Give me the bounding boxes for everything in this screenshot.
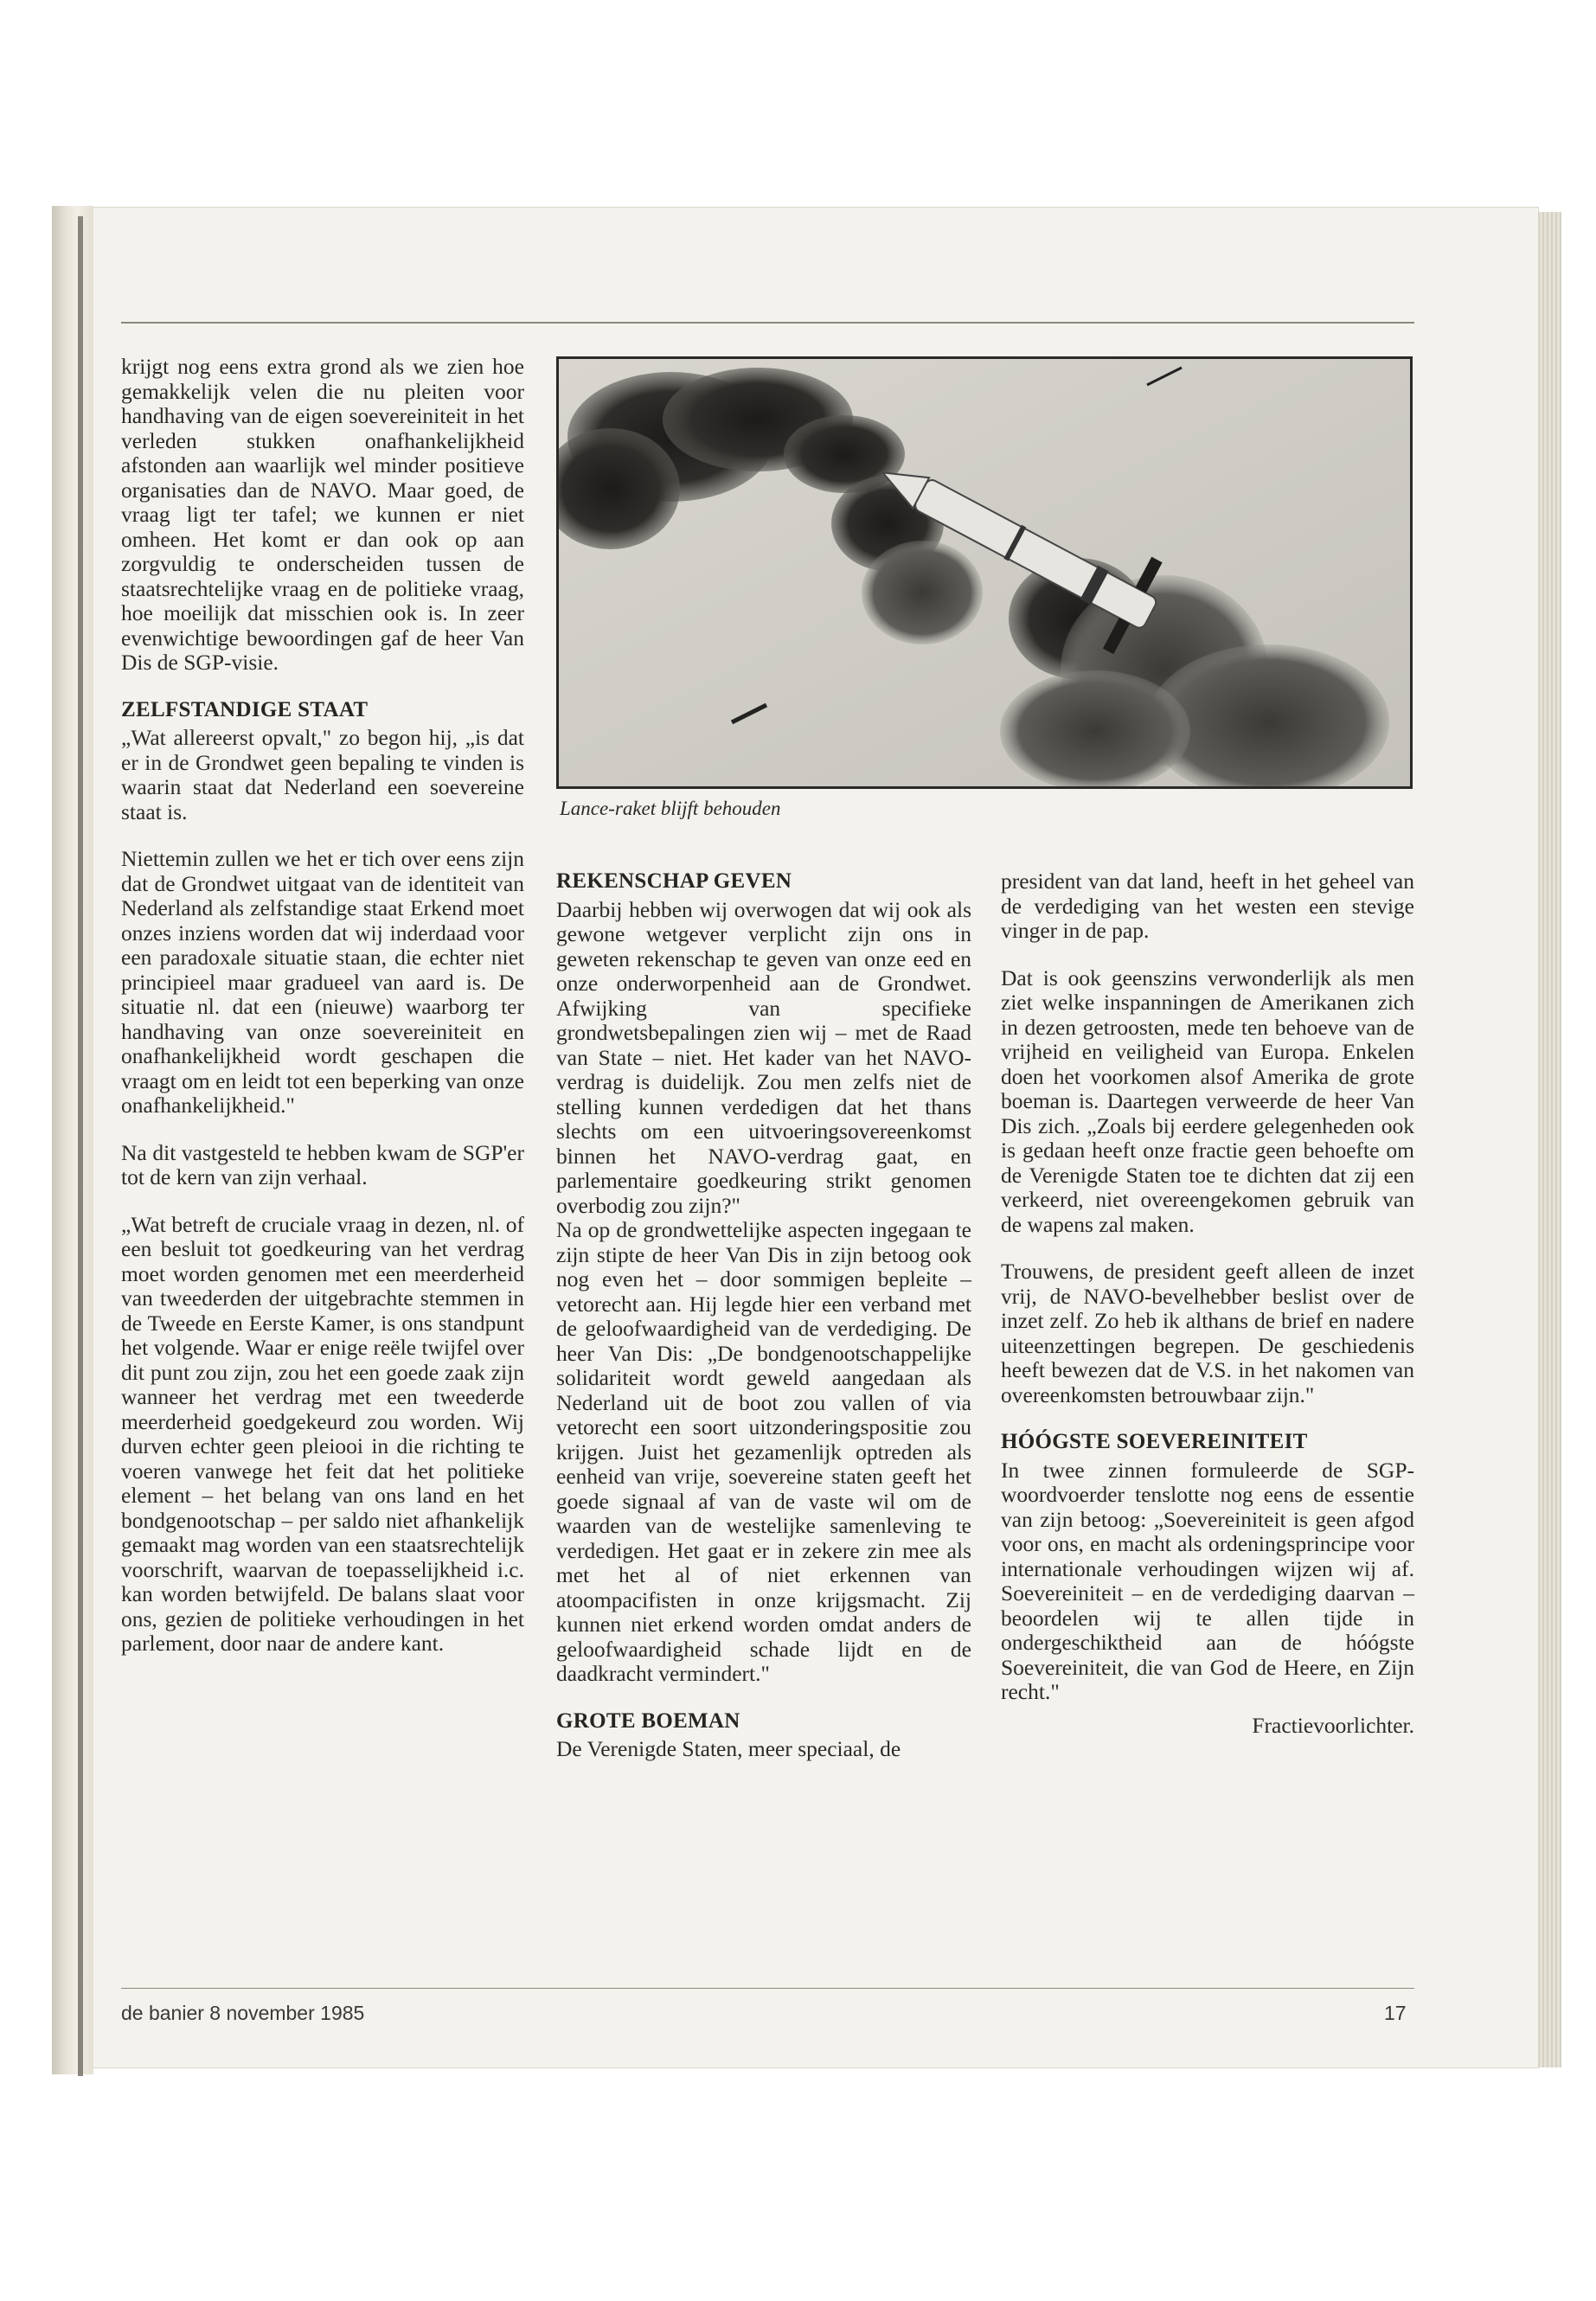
rocket-launch-image bbox=[559, 359, 1410, 786]
section-heading: HÓÓGSTE SOEVEREINITEIT bbox=[1001, 1430, 1308, 1453]
paragraph: president van dat land, heeft in het geheel van de verdediging van het westen een stevige vinger in de pap. bbox=[1001, 868, 1414, 943]
paragraph: Trouwens, de president geeft alleen de inzet vrij, de NAVO-bevelhebber beslist over de inzet zelf. Zo heb ik althans de brief en nadere uiteenzettingen begrepen. De geschiedenis heeft bewezen dat de V.S. in het nakomen van overeenkomsten betrouwbaar zijn." bbox=[1001, 1259, 1414, 1407]
photo-caption: Lance-raket blijft behouden bbox=[560, 798, 781, 819]
paragraph: „Wat betreft de cruciale vraag in dezen, nl. of een besluit tot goedkeuring van het verdrag moet worden genomen met een meerderheid van tweederden der uitgebrachte stemmen in de Tweede en Eerste Kamer, is ons standpunt het volgende. Waar er enige reële twijfel over dit punt zou zijn, zou het een goede zaak zijn wanneer het verdrag met een tweederde meerderheid goedgekeurd zou worden. Wij durven echter geen pleiooi in die richting te voeren vanwege het feit dat het politieke element – het belang van ons land en het bondgenootschap – per saldo niet afhankelijk gemaakt mag worden van een staatsrechtelijk voorschrift, waarvan de toepasselijkheid i.c. kan worden betwijfeld. De balans slaat voor ons, gezien de politieke verhoudingen in het parlement, door naar de andere kant. bbox=[121, 1211, 524, 1656]
paragraph: Na dit vastgesteld te hebben kwam de SGP'er tot de kern van zijn verhaal. bbox=[121, 1139, 524, 1189]
bottom-rule bbox=[121, 1988, 1414, 1989]
rocket-photo bbox=[556, 356, 1413, 789]
spine-shadow bbox=[78, 216, 83, 2076]
page-number: 17 bbox=[1384, 2002, 1407, 2024]
column-2 bbox=[556, 869, 971, 1785]
section-heading: GROTE BOEMAN bbox=[556, 1708, 740, 1733]
top-rule bbox=[121, 322, 1414, 324]
author-signoff: Fractievoorlichter. bbox=[1252, 1712, 1414, 1738]
column-3 bbox=[1001, 869, 1414, 1738]
book-spine bbox=[52, 206, 93, 2074]
paragraph: krijgt nog eens extra grond als we zien hoe gemakkelijk velen die nu pleiten voor handhaving van de eigen soevereiniteit in het verleden stukken onafhankelijkheid afstonden aan waarlijk wel minder positieve organisaties dan de NAVO. Maar goed, de vraag ligt ter tafel; we kunnen er niet omheen. Het komt er dan ook op aan zorgvuldig te onderscheiden tussen de staatsrechtelijke vraag en de politieke vraag, hoe moeilijk dat misschien ook is. In zeer evenwichtige bewoordingen gaf de heer Van Dis de SGP-visie. bbox=[121, 354, 524, 675]
page-edges bbox=[1535, 212, 1561, 2067]
section-heading: REKENSCHAP GEVEN bbox=[556, 869, 792, 893]
column-1 bbox=[121, 355, 524, 1679]
paragraph: Daarbij hebben wij overwogen dat wij ook als gewone wetgever verplicht zijn ons in geweten rekenschap te geven van onze eed en onze onderworpenheid aan de Grondwet. Afwijking van specifieke grondwetsbepalingen zien wij – met de Raad van State – niet. Het kader van het NAVO-verdrag is duidelijk. Zou men zelfs niet de stelling kunnen verdedigen dat het thans slechts om een uitvoeringsovereenkomst binnen het NAVO-verdrag gaat, en parlementaire goedkeuring strikt genomen overbodig zou zijn?" bbox=[556, 896, 971, 1218]
publication-footer: de banier 8 november 1985 bbox=[121, 2002, 365, 2024]
paragraph: Na op de grondwettelijke aspecten ingegaan te zijn stipte de heer Van Dis in zijn betoog ook nog even het – door sommigen bepleite – vetorecht aan. Hij legde hier een verband met de geloofwaardigheid van de verdediging. De heer Van Dis: „De bondgenootschappelijke solidariteit wordt geweld aangedaan als Nederland uit de boot zou vallen of via vetorecht een soort uitzonderingspositie zou krijgen. Juist het gezamenlijk optreden als eenheid van vrije, soevereine staten geeft het goede signaal af van de vaste wil om de waarden van de westelijke samenleving te verdedigen. Het gaat er in zekere zin mee als met het al of niet erkennen van atoompacifisten in onze krijgsmacht. Zij kunnen niet erkend worden omdat anders de geloofwaardigheid schade lijdt en de daadkracht vermindert." bbox=[556, 1217, 971, 1686]
paragraph: „Wat allereerst opvalt," zo begon hij, „is dat er in de Grondwet geen bepaling te vinden is waarin staat dat Nederland een soevereine staat is. bbox=[121, 725, 524, 824]
section-heading: ZELFSTANDIGE STAAT bbox=[121, 697, 369, 721]
paragraph: De Verenigde Staten, meer speciaal, de bbox=[556, 1736, 901, 1761]
paragraph: In twee zinnen formuleerde de SGP-woordvoerder tenslotte nog eens de essentie van zijn betoog: „Soevereiniteit is geen afgod voor ons, en macht als ordeningsprincipe voor internationale verhoudingen wijzen wij af. Soevereiniteit – en de verdediging daarvan – beoordelen wij te allen tijde in ondergeschiktheid aan de hóógste Soevereiniteit, die van God de Heere, en Zijn recht." bbox=[1001, 1457, 1414, 1704]
paragraph: Niettemin zullen we het er tich over eens zijn dat de Grondwet uitgaat van de identiteit van Nederland als zelfstandige staat Erkend moet onzes inziens worden dat wij inderdaad voor een paradoxale situatie staan, die echter niet principieel maar gradueel van aard is. De situatie nl. dat een (nieuwe) waarborg ter handhaving van onze soevereiniteit en onafhankelijkheid wordt geschapen die vraagt om en leidt tot een beperking van onze onafhankelijkheid." bbox=[121, 846, 524, 1118]
paragraph: Dat is ook geenszins verwonderlijk als men ziet welke inspanningen de Amerikanen zich in dezen getroosten, mede ten behoeve van de vrijheid en veiligheid van Europa. Enkelen doen het voorkomen alsof Amerika de grote boeman is. Daartegen verweerde de heer Van Dis zich. „Zoals bij eerdere gelegenheden ook is gedaan heeft onze fractie geen behoefte om de Verenigde Staten toe te dichten dat zij een verkeerd, niet overeengekomen gebruik van de wapens zal maken. bbox=[1001, 965, 1414, 1237]
